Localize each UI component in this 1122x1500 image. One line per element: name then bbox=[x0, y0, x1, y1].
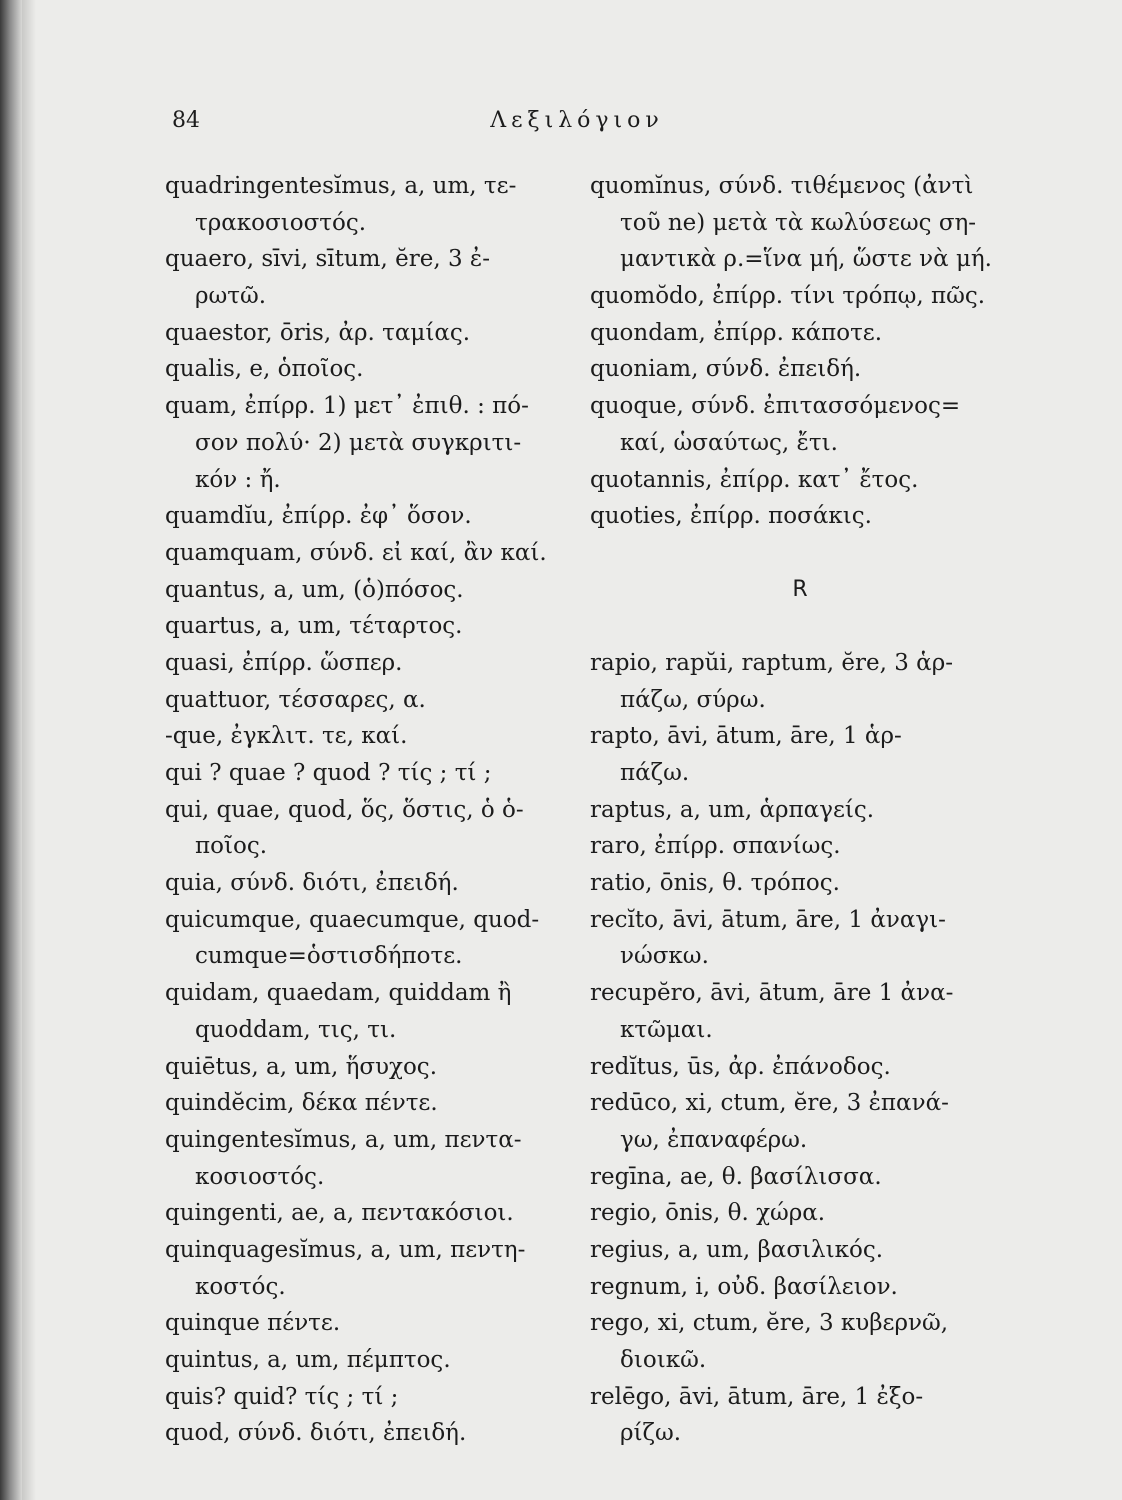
dictionary-entry-line: quia, σύνδ. διότι, ἐπειδή. bbox=[165, 870, 459, 897]
dictionary-entry-line: quomŏdo, ἐπίρρ. τίνι τρόπῳ, πῶς. bbox=[590, 283, 986, 310]
entry-continuation-line: νώσκω. bbox=[620, 943, 709, 970]
dictionary-entry-line: quondam, ἐπίρρ. κάποτε. bbox=[590, 319, 883, 346]
entry-continuation-line: cumque=ὁστισδήποτε. bbox=[195, 943, 463, 970]
right-column-q-entries bbox=[590, 168, 1030, 535]
entry-continuation-line: διοικῶ. bbox=[620, 1347, 707, 1373]
dictionary-entry-line: raro, ἐπίρρ. σπανίως. bbox=[590, 833, 841, 860]
dictionary-entry-line: quam, ἐπίρρ. 1) μετ᾽ ἐπιθ. : πό- bbox=[165, 393, 529, 420]
entry-continuation-line: τρακοσιοστός. bbox=[195, 209, 367, 236]
entry-continuation-line: μαντικὰ ρ.=ἵνα μή, ὥστε νὰ μή. bbox=[620, 246, 992, 273]
dictionary-entry-line: quoniam, σύνδ. ἐπειδή. bbox=[590, 356, 862, 383]
dictionary-entry-line: quasi, ἐπίρρ. ὥσπερ. bbox=[165, 649, 403, 676]
dictionary-entry-line: quiētus, a, um, ἥσυχος. bbox=[165, 1053, 438, 1080]
dictionary-entry-line: quingentesĭmus, a, um, πεντα- bbox=[165, 1126, 522, 1153]
dictionary-entry-line: raptus, a, um, ἁρπαγείς. bbox=[590, 796, 875, 823]
dictionary-entry-line: recĭto, āvi, ātum, āre, 1 ἀναγι- bbox=[590, 906, 946, 933]
dictionary-entry-line: quattuor, τέσσαρες, α. bbox=[165, 686, 426, 713]
dictionary-entry-line: rapto, āvi, ātum, āre, 1 ἁρ- bbox=[590, 723, 902, 750]
right-column-r-entries bbox=[590, 645, 1030, 1452]
entry-continuation-line: κοστός. bbox=[195, 1273, 286, 1300]
entry-continuation-line: ρίζω. bbox=[620, 1420, 682, 1447]
page-header bbox=[172, 108, 982, 138]
dictionary-entry-line: ratio, ōnis, θ. τρόπος. bbox=[590, 870, 840, 897]
dictionary-entry-line: quidam, quaedam, quiddam ἢ bbox=[165, 980, 512, 1007]
dictionary-entry-line: redūco, xi, ctum, ĕre, 3 ἐπανά- bbox=[590, 1090, 949, 1117]
entry-continuation-line: πάζω, σύρω. bbox=[620, 686, 766, 713]
dictionary-entry-line: quintus, a, um, πέμπτος. bbox=[165, 1347, 451, 1373]
dictionary-entry-line: quod, σύνδ. διότι, ἐπειδή. bbox=[165, 1420, 467, 1447]
page-binding-shadow bbox=[0, 0, 22, 1500]
dictionary-entry-line: quingenti, ae, a, πεντακόσιοι. bbox=[165, 1200, 514, 1227]
entry-continuation-line: κόν : ἤ. bbox=[195, 466, 281, 493]
dictionary-entry-line: rego, xi, ctum, ĕre, 3 κυβερνῶ, bbox=[590, 1310, 949, 1337]
dictionary-entry-line: quomĭnus, σύνδ. τιθέμενος (ἀντὶ bbox=[590, 173, 974, 199]
dictionary-entry-line: quadringentesĭmus, a, um, τε- bbox=[165, 173, 517, 199]
dictionary-entry-line: qui ? quae ? quod ? τίς ; τί ; bbox=[165, 760, 492, 786]
section-letter: R bbox=[792, 576, 808, 602]
running-title: Λεξιλόγιον bbox=[490, 108, 664, 133]
dictionary-entry-line: regius, a, um, βασιλικός. bbox=[590, 1236, 884, 1263]
dictionary-entry-line: quoque, σύνδ. ἐπιτασσόμενος= bbox=[590, 393, 961, 420]
dictionary-entry-line: regnum, i, οὐδ. βασίλειον. bbox=[590, 1273, 898, 1300]
dictionary-entry-line: rapio, rapŭi, raptum, ĕre, 3 ἁρ- bbox=[590, 649, 954, 676]
dictionary-entry-line: quotannis, ἐπίρρ. κατ᾽ ἔτος. bbox=[590, 466, 919, 493]
page-gutter bbox=[22, 0, 36, 1500]
dictionary-entry-line: redĭtus, ūs, ἀρ. ἐπάνοδος. bbox=[590, 1053, 891, 1080]
left-column bbox=[165, 168, 575, 1452]
right-column bbox=[590, 168, 1030, 1452]
entry-continuation-line: σον πολύ· 2) μετὰ συγκριτι- bbox=[195, 429, 522, 456]
entry-continuation-line: ποῖος. bbox=[195, 833, 268, 860]
dictionary-entry-line: relēgo, āvi, ātum, āre, 1 ἐξο- bbox=[590, 1383, 924, 1410]
page-number: 84 bbox=[172, 108, 200, 133]
dictionary-entry-line: quamdĭu, ἐπίρρ. ἐφ᾽ ὅσον. bbox=[165, 503, 472, 530]
dictionary-entry-line: quinque πέντε. bbox=[165, 1310, 341, 1337]
dictionary-entry-line: quaero, sīvi, sītum, ĕre, 3 ἐ- bbox=[165, 246, 490, 273]
dictionary-entry-line: regio, ōnis, θ. χώρα. bbox=[590, 1200, 826, 1227]
entry-continuation-line: ρωτῶ. bbox=[195, 283, 267, 310]
entry-continuation-line: τοῦ ne) μετὰ τὰ κωλύσεως ση- bbox=[620, 209, 977, 236]
entry-continuation-line: κτῶμαι. bbox=[620, 1016, 713, 1043]
dictionary-entry-line: recupĕro, āvi, ātum, āre 1 ἀνα- bbox=[590, 980, 954, 1007]
dictionary-entry-line: qui, quae, quod, ὅς, ὅστις, ὁ ὁ- bbox=[165, 796, 524, 823]
entry-continuation-line: γω, ἐπαναφέρω. bbox=[620, 1126, 808, 1153]
entry-continuation-line: καί, ὡσαύτως, ἔτι. bbox=[620, 429, 838, 456]
dictionary-entry-line: quantus, a, um, (ὁ)πόσος. bbox=[165, 576, 464, 603]
entry-continuation-line: πάζω. bbox=[620, 760, 690, 786]
section-gap bbox=[590, 608, 1030, 645]
dictionary-entry-line: regīna, ae, θ. βασίλισσα. bbox=[590, 1163, 882, 1190]
entry-continuation-line: quoddam, τις, τι. bbox=[195, 1016, 397, 1043]
dictionary-entry-line: quindĕcim, δέκα πέντε. bbox=[165, 1090, 438, 1117]
dictionary-entry-line: quinquagesĭmus, a, um, πεντη- bbox=[165, 1236, 526, 1263]
entry-continuation-line: κοσιοστός. bbox=[195, 1163, 325, 1190]
dictionary-entry-line: quaestor, ōris, ἀρ. ταμίας. bbox=[165, 319, 471, 346]
dictionary-entry-line: quamquam, σύνδ. εἰ καί, ἂν καί. bbox=[165, 539, 547, 566]
section-gap bbox=[590, 535, 1030, 572]
dictionary-entry-line: quis? quid? τίς ; τί ; bbox=[165, 1383, 399, 1410]
dictionary-entry-line: -que, ἐγκλιτ. τε, καί. bbox=[165, 723, 408, 750]
dictionary-entry-line: qualis, e, ὁποῖος. bbox=[165, 356, 364, 383]
dictionary-entry-line: quoties, ἐπίρρ. ποσάκις. bbox=[590, 503, 872, 530]
dictionary-entry-line: quartus, a, um, τέταρτος. bbox=[165, 613, 463, 640]
dictionary-entry-line: quicumque, quaecumque, quod- bbox=[165, 906, 540, 933]
